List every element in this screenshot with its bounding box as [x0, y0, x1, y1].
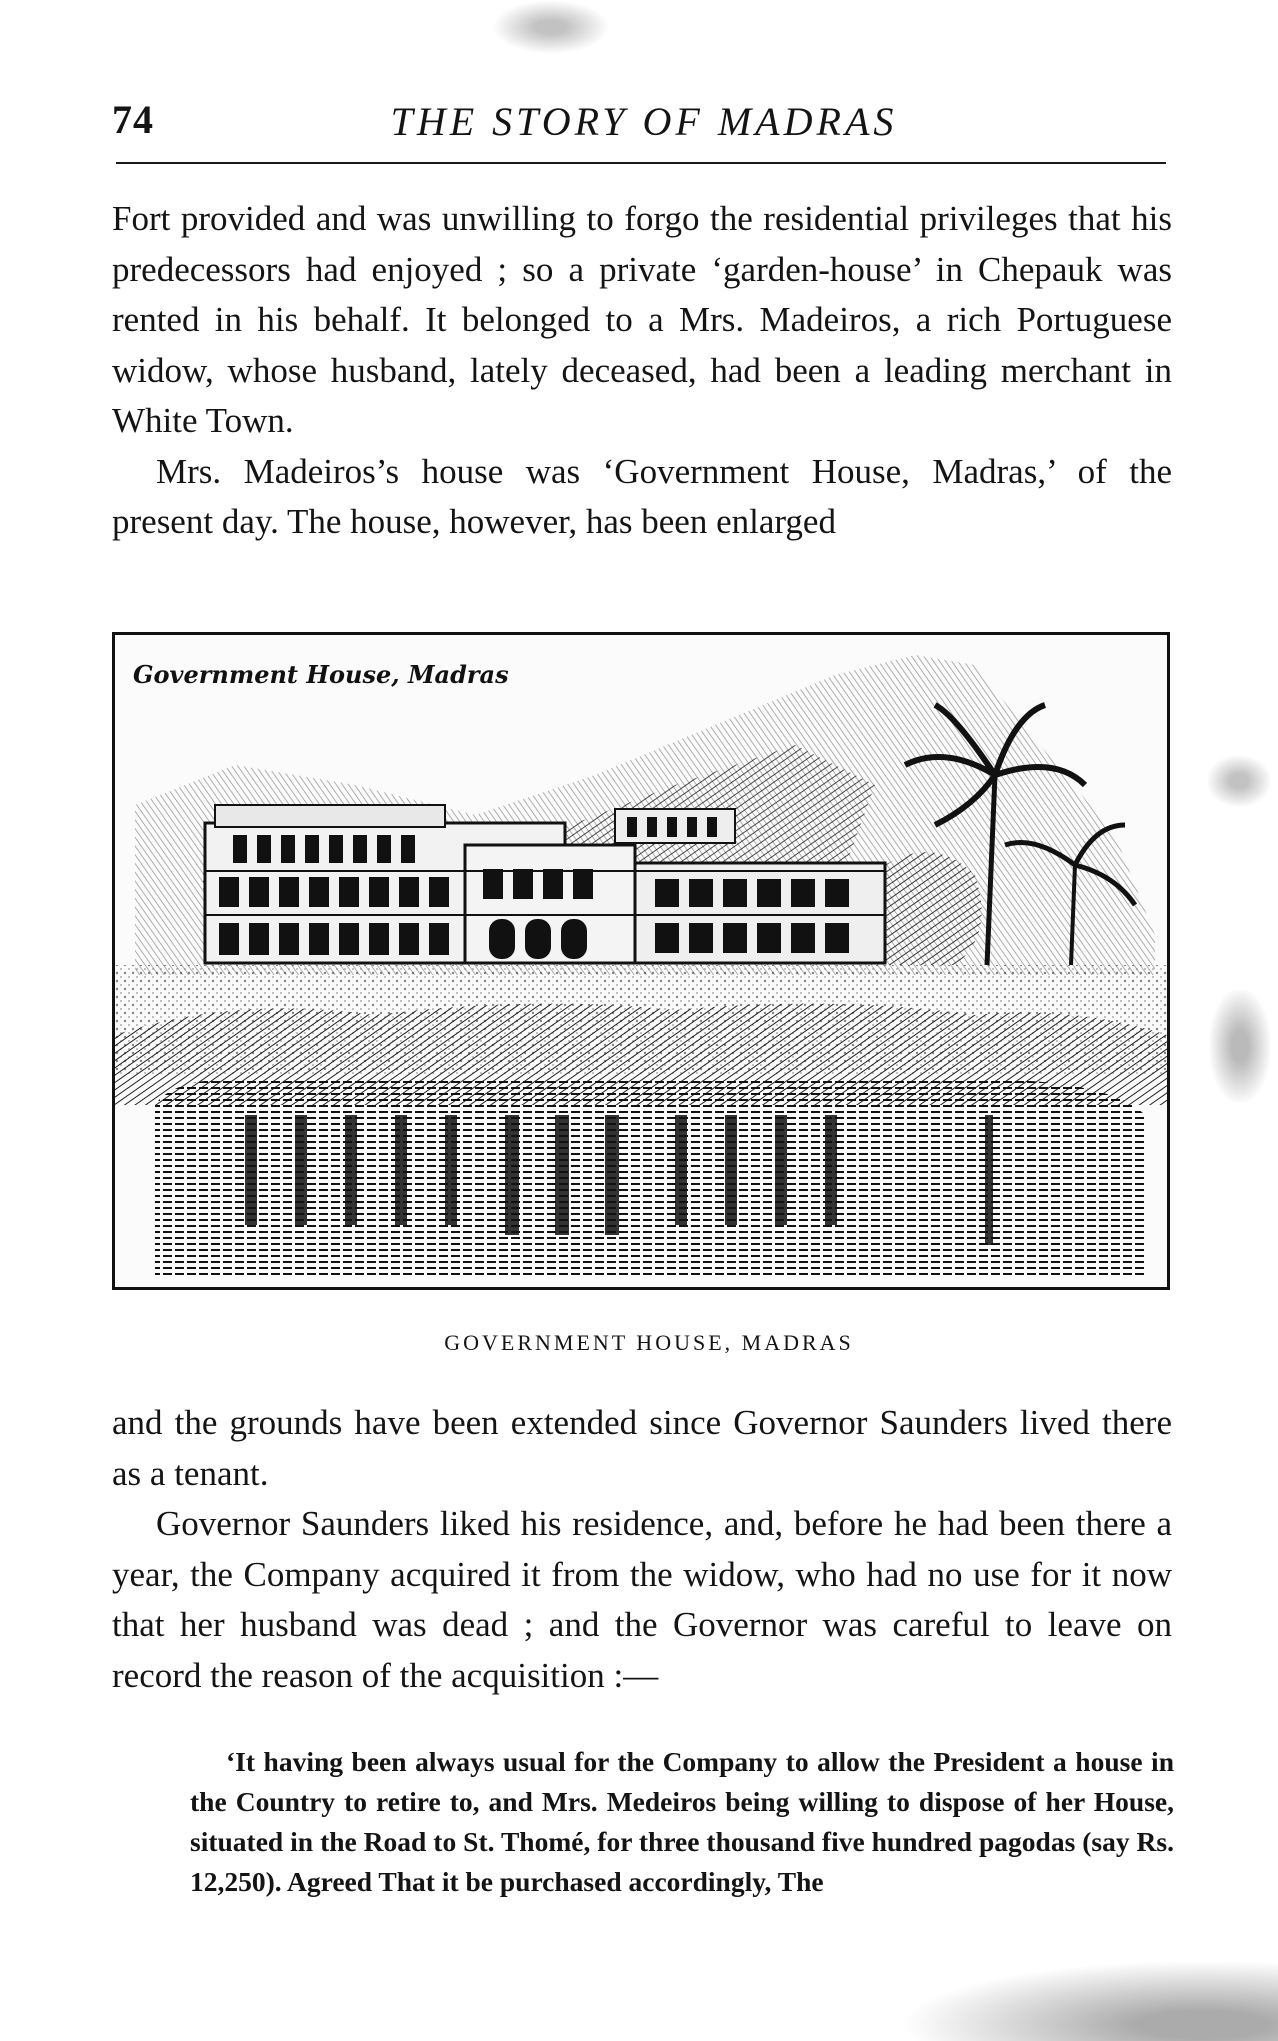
page-number: 74 [112, 97, 154, 142]
scan-smudge-bottom [900, 1960, 1278, 2041]
body-text-bottom [112, 1398, 1172, 1701]
block-quote [190, 1742, 1174, 1902]
paragraph-3: and the grounds have been extended since Governor Saunders lived there as a tenant. [112, 1403, 1172, 1493]
engraving-government-house [112, 632, 1170, 1290]
paragraph-1: Fort provided and was unwilling to forgo the residential privileges that his predecessors had enjoyed ; so a private ‘garden-house’ in Chepauk was rented in his behalf. It belonged to a Mrs. Madeiros, a rich Portuguese widow, whose husband, lately deceased, had been a leading merchant in White Town. [112, 199, 1172, 440]
scan-smudge-right-lower [1210, 990, 1270, 1102]
scan-smudge-right [1208, 756, 1270, 806]
scan-smudge-top [492, 0, 610, 54]
quote-text: ‘It having been always usual for the Company to allow the President a house in the Country to retire to, and Mrs. Medeiros being willing to dispose of her House, situated in the Road to St. Thomé, for three thousand five hundred pagodas (say Rs. 12,250). Agreed That it be purchased accordingly, The [190, 1746, 1174, 1897]
body-text-top [112, 194, 1172, 548]
engraving-illustration [115, 635, 1167, 1287]
paragraph-2: Mrs. Madeiros’s house was ‘Government House, Madras,’ of the present day. The house, however, has been enlarged [112, 451, 1172, 541]
header-rule [116, 162, 1166, 164]
running-title: THE STORY OF MADRAS [390, 99, 898, 144]
figure-caption: GOVERNMENT HOUSE, MADRAS [444, 1330, 854, 1355]
engraved-label: Government House, Madras [133, 660, 509, 689]
paragraph-4: Governor Saunders liked his residence, and, before he had been there a year, the Company acquired it from the widow, who had no use for it now that her husband was dead ; and the Governor was careful to leave on record the reason of the acquisition :— [112, 1504, 1172, 1695]
